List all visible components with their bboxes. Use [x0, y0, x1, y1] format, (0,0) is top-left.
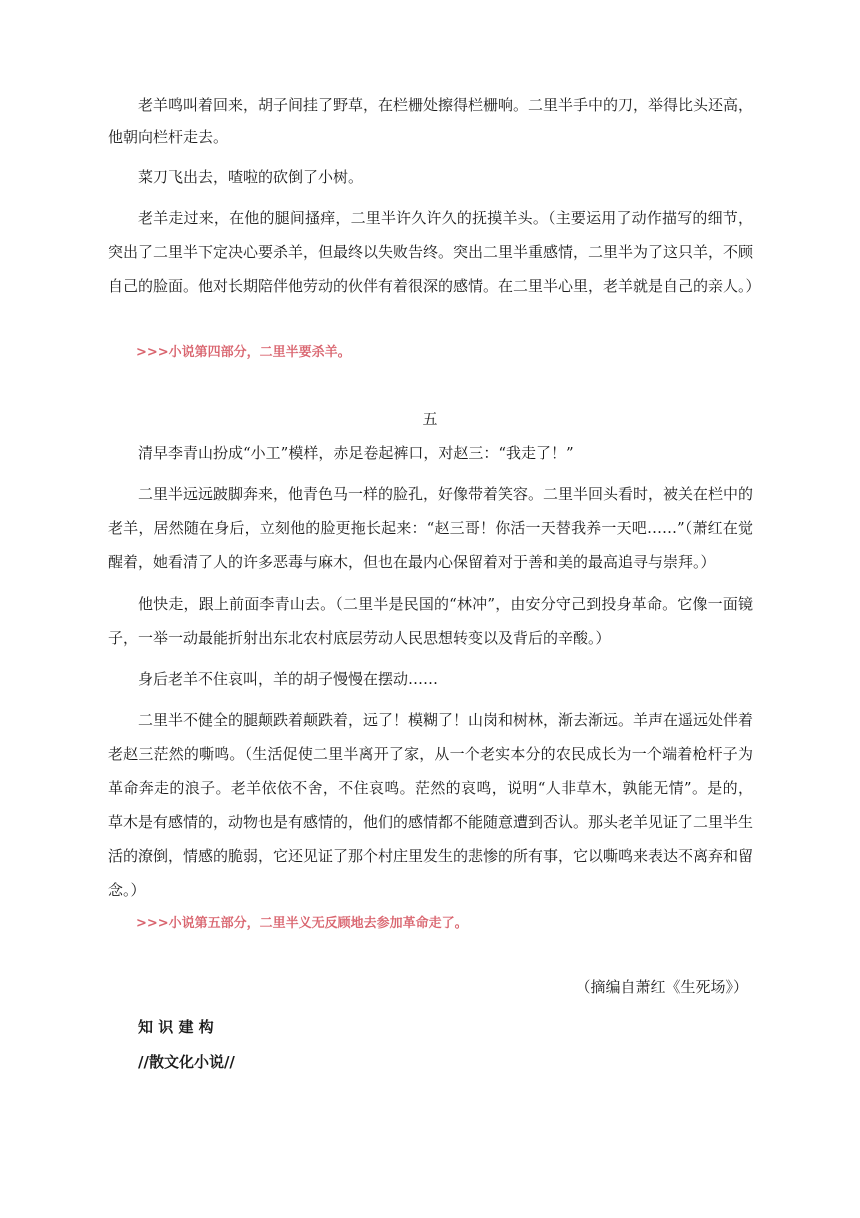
- paragraph: 老羊鸣叫着回来，胡子间挂了野草，在栏栅处擦得栏栅响。二里半手中的刀，举得比头还高，他朝向栏杆走去。: [108, 96, 754, 146]
- paragraph-group-part4: [108, 89, 761, 303]
- section-title: 五: [422, 410, 438, 428]
- annotation-note: >>>小说第四部分，二里半要杀羊。: [136, 345, 351, 360]
- paragraph: 他快走，跟上前面李青山去。（二里半是民国的“林冲”，由安分守己到投身革命。它像一面镜子，一举一动最能折射出东北农村底层劳动人民思想转变以及背后的辛酸。）: [108, 595, 753, 647]
- paragraph: 二里半不健全的腿颠跌着颠跌着，远了！模糊了！山岗和树林，渐去渐远。羊声在遥远处伴着老赵三茫然的嘶鸣。（生活促使二里半离开了家，从一个老实本分的农民成长为一个端着枪杆子为革命奔走的浪子。老羊依依不舍，不住哀鸣。茫然的哀鸣，说明“人非草木，孰能无情”。是的，草木是有感情的，动物也是有感情的，他们的感情都不能随意遭到否认。那头老羊见证了二里半生活的潦倒，情感的脆弱，它还见证了那个村庄里发生的悲惨的所有事，它以嘶鸣来表达不离弃和留念。）: [108, 711, 754, 899]
- paragraph: 菜刀飞出去，喳啦的砍倒了小树。: [138, 168, 364, 186]
- knowledge-heading: 知 识 建 构: [138, 1018, 214, 1036]
- paragraph: 身后老羊不住哀叫，羊的胡子慢慢在摆动……: [138, 670, 439, 688]
- annotation-note: >>>小说第五部分，二里半义无反顾地去参加革命走了。: [136, 916, 468, 931]
- paragraph-group-part5: [108, 437, 753, 907]
- paragraph: 清早李青山扮成“小工”模样，赤足卷起裤口，对赵三：“我走了！”: [138, 444, 574, 462]
- sub-heading: //散文化小说//: [138, 1053, 235, 1071]
- source-citation: （摘编自萧红《生死场》）: [575, 978, 748, 996]
- paragraph: 老羊走过来，在他的腿间搔痒，二里半许久许久的抚摸羊头。（主要运用了动作描写的细节，突出了二里半下定决心要杀羊，但最终以失败告终。突出二里半重感情，二里半为了这只羊，不顾自己的脸面。他对长期陪伴他劳动的伙伴有着很深的感情。在二里半心里，老羊就是自己的亲人。）: [108, 209, 761, 295]
- paragraph: 二里半远远跛脚奔来，他青色马一样的脸孔，好像带着笑容。二里半回头看时，被关在栏中的老羊，居然随在身后，立刻他的脸更拖长起来：“赵三哥！你活一天替我养一天吧……”（萧红在觉醒着，她看清了人的许多恶毒与麻木，但也在最内心保留着对于善和美的最高追寻与崇拜。）: [108, 485, 754, 571]
